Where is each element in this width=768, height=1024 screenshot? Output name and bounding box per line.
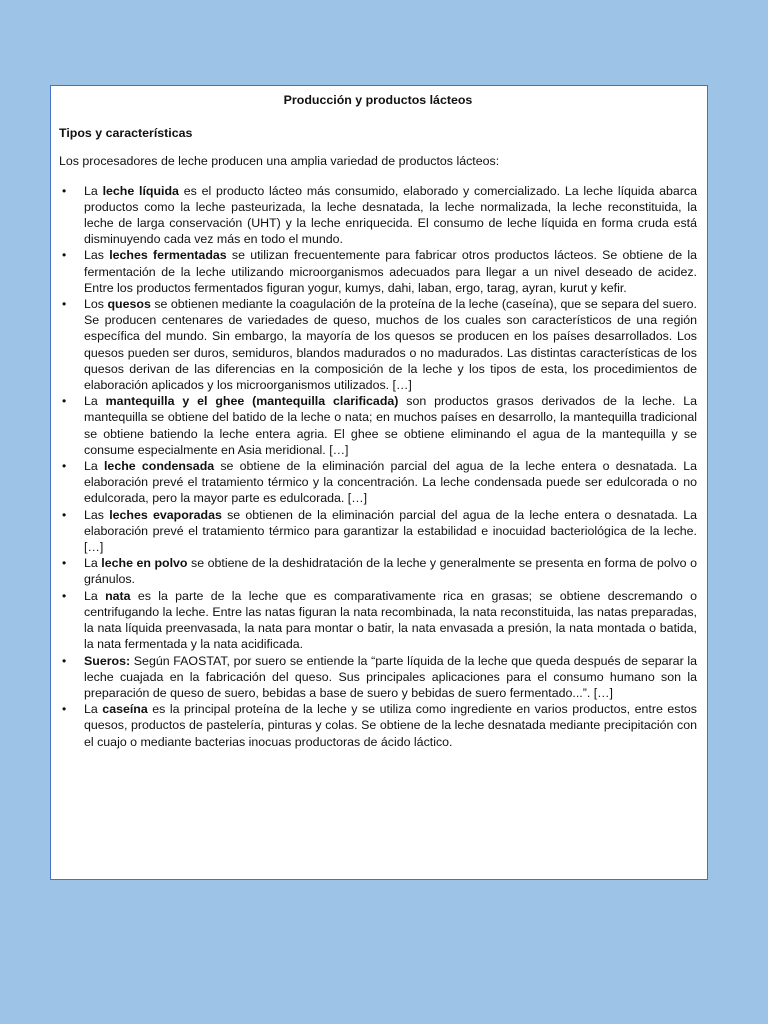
item-text: es la principal proteína de la leche y se utiliza como ingrediente en varios productos, entre estos quesos, productos de pastelería, pinturas y colas. Se obtiene de la leche desnatada mediante precipitación con el cuajo o mediante bacterias inocuas productoras de ácido láctico.: [84, 702, 697, 749]
item-term: leche líquida: [102, 183, 179, 198]
list-item: [59, 393, 697, 458]
item-pre: La: [84, 183, 103, 198]
bullet-icon: •: [62, 459, 67, 474]
list-item: [59, 458, 697, 507]
item-pre: La: [84, 556, 102, 571]
document-page: [50, 85, 708, 880]
item-pre: La: [84, 702, 103, 717]
item-text: es el producto lácteo más consumido, elaborado y comercializado. La leche líquida abarca productos como la leche pasteurizada, la leche desnatada, la leche normalizada, la leche reconstituida, la leche de larga conservación (UHT) y la leche enriquecida. El consumo de leche líquida en forma cruda está disminuyendo cada vez más en todo el mundo.: [84, 183, 697, 247]
item-text: se utilizan frecuentemente para fabricar otros productos lácteos. Se obtiene de la fermentación de la leche utilizando microorganismos adecuados para llegar a un nivel deseado de acidez. Entre los productos fermentados figuran yogur, kumys, dahi, laban, ergo, tarag, ayran, kurut y kefir.: [84, 248, 698, 295]
bullet-icon: •: [62, 248, 67, 263]
item-term: nata: [105, 588, 131, 603]
list-item: [59, 183, 697, 248]
list-item: [59, 701, 697, 750]
document-title: Producción y productos lácteos: [283, 93, 473, 107]
item-pre: Las: [84, 507, 110, 522]
item-pre: Los: [84, 297, 108, 312]
item-term: Sueros:: [84, 653, 131, 668]
intro-paragraph: Los procesadores de leche producen una amplia variedad de productos lácteos:: [59, 154, 500, 169]
item-pre: La: [84, 459, 104, 474]
item-term: caseína: [102, 702, 148, 717]
list-item: [59, 507, 697, 556]
bullet-icon: •: [62, 653, 67, 668]
item-text: son productos grasos derivados de la leche. La mantequilla se obtiene del batido de la leche o nata; en muchos países en desarrollo, la mantequilla tradicional se obtiene batiendo la leche entera agria. El ghee se obtiene eliminando el agua de la mantequilla y se consume especialmente en Asia meridional. […]: [84, 394, 697, 457]
item-term: leche en polvo: [101, 556, 188, 571]
list-item: [59, 296, 697, 393]
product-list: [59, 183, 697, 750]
item-pre: Las: [84, 248, 110, 263]
bullet-icon: •: [62, 394, 67, 409]
bullet-icon: •: [62, 588, 67, 603]
list-item: [59, 247, 697, 296]
item-pre: La: [84, 588, 106, 603]
bullet-icon: •: [62, 556, 67, 571]
item-text: se obtiene de la deshidratación de la leche y generalmente se presenta en forma de polvo o gránulos.: [84, 556, 697, 587]
item-term: mantequilla y el ghee (mantequilla clarificada): [105, 394, 399, 409]
item-text: es la parte de la leche que es comparativamente rica en grasas; se obtiene descremando o centrifugando la leche. Entre las natas figuran la nata recombinada, la nata reconstituida, las natas preparadas, la nata líquida preenvasada, la nata para montar o batir, la nata envasada a presión, la nata montada o batida, la nata fermentada y la nata acidificada.: [84, 588, 697, 652]
bullet-icon: •: [62, 702, 67, 717]
item-text: se obtiene de la eliminación parcial del agua de la leche entera o desnatada. La elaboración prevé el tratamiento térmico y la concentración. La leche condensada puede ser edulcorada o no edulcorada, pero la mayor parte es edulcorada. […]: [84, 459, 697, 506]
item-term: quesos: [107, 297, 151, 312]
item-text: Según FAOSTAT, por suero se entiende la “parte líquida de la leche que queda después de separar la leche cuajada en la fabricación del queso. Sus principales aplicaciones para el consumo humano son la preparación de queso de suero, bebidas a base de suero y bebidas de suero fermentado...”. […]: [84, 653, 697, 700]
item-term: leches fermentadas: [109, 248, 227, 263]
bullet-icon: •: [62, 507, 67, 522]
bullet-icon: •: [62, 297, 67, 312]
item-pre: La: [84, 394, 106, 409]
item-term: leches evaporadas: [109, 507, 222, 522]
item-text: se obtienen de la eliminación parcial del agua de la leche entera o desnatada. La elaboración prevé el tratamiento térmico para garantizar la estabilidad e inocuidad bacteriológica de la leche. […]: [84, 507, 697, 555]
item-term: leche condensada: [103, 459, 215, 474]
section-heading: Tipos y características: [59, 126, 193, 141]
bullet-icon: •: [62, 183, 67, 198]
list-item: [59, 653, 697, 702]
list-item: [59, 588, 697, 653]
item-text: se obtienen mediante la coagulación de la proteína de la leche (caseína), que se separa del suero. Se producen centenares de variedades de queso, muchos de los cuales son característicos de una región específica del mundo. Sin embargo, la mayoría de los quesos se producen en los países desarrollados. Los quesos pueden ser duros, semiduros, blandos madurados o no madurados. Las distintas características de los quesos derivan de las diferencias en la composición de la leche y los tipos de esta, los procedimientos de elaboración aplicados y los microorganismos utilizados. […]: [84, 297, 698, 393]
list-item: [59, 555, 697, 587]
